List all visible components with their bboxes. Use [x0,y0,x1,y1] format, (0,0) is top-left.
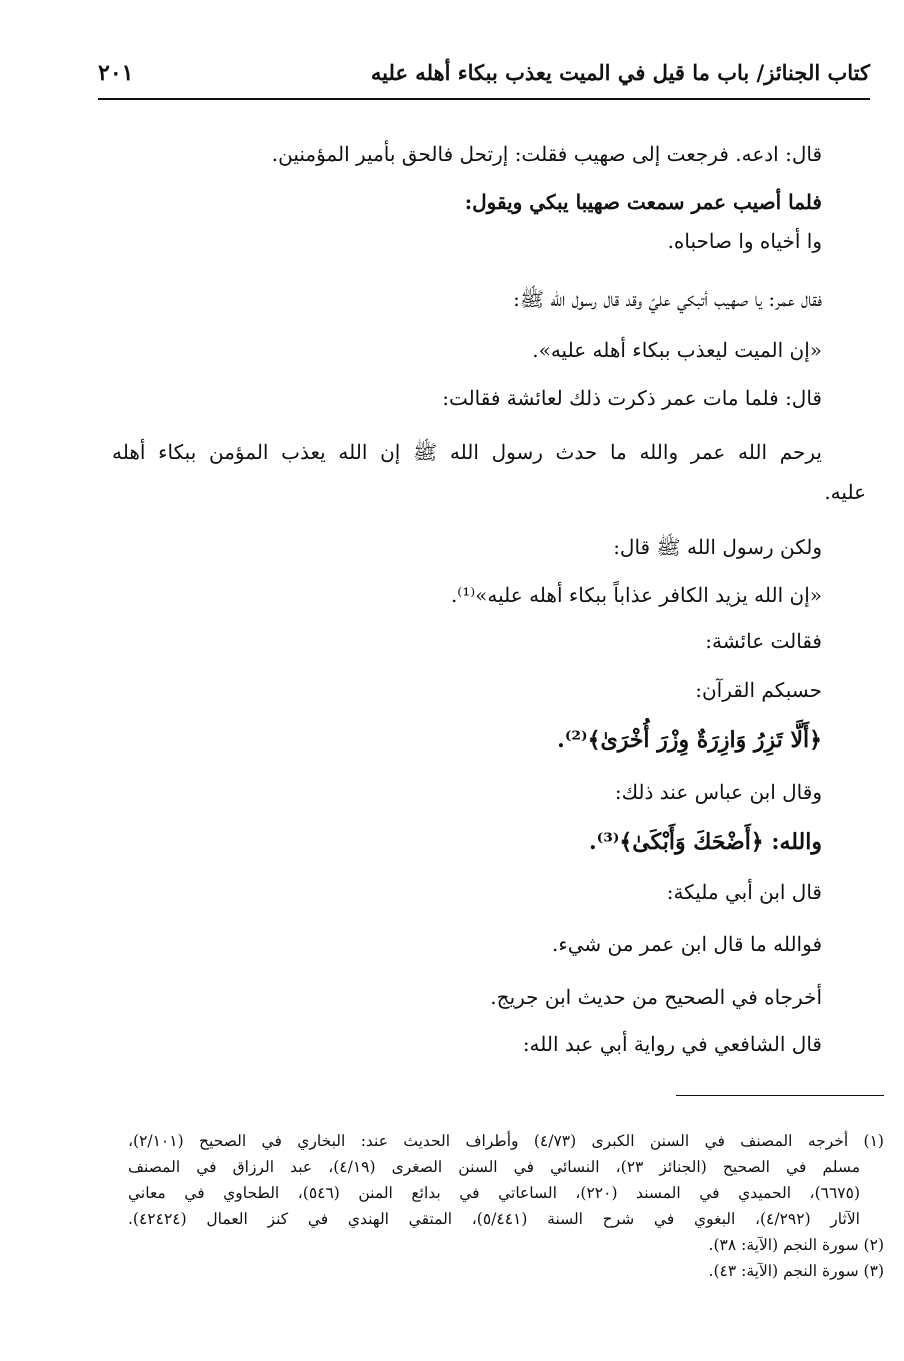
footnote-separator [676,1095,884,1096]
footnote-line: (٣) سورة النجم (الآية: ٤٣). [708,1262,884,1280]
text-line: قال ابن أبي مليكة: [666,880,822,904]
text-line: ولكن رسول الله ﷺ قال: [613,535,822,559]
text-line: قال: ادعه. فرجعت إلى صهيب فقلت: إرتحل فالحق بأمير المؤمنين. [271,142,822,166]
footnote-line: (٦٦٧٥)، الحميدي في المسند (٢٢٠)، الساعاتي في بدائع المنن (٥٤٦)، الطحاوي في معاني [128,1184,860,1202]
text-line: وا أخياه وا صاحباه. [667,229,822,253]
text-line: «إن الميت ليعذب ببكاء أهله عليه». [532,338,822,362]
footnote-line: (٢) سورة النجم (الآية: ٣٨). [708,1236,884,1254]
text-line: وقال ابن عباس عند ذلك: [614,780,822,804]
footnote-line: الآثار (٤/٢٩٢)، البغوي في شرح السنة (٥/٤٤١)، المتقي الهندي في كنز العمال (٤٢٤٢٤). [128,1210,860,1228]
text-line: فقالت عائشة: [705,629,822,653]
quran-verse-line: ﴿أَلَّا تَزِرُ وَازِرَةٌ وِزْرَ أُخْرَىٰ﴾⁽²⁾. [557,727,822,753]
quran-verse-line: والله: ﴿أَضْحَكَ وَأَبْكَىٰ﴾⁽³⁾. [588,829,822,855]
page-number: ٢٠١ [98,60,134,86]
text-line: فقال عمر: يا صهيب أتبكي عليّ وقد قال رسول الله ﷺ: [513,287,822,311]
text-line: فلما أصيب عمر سمعت صهيبا يبكي ويقول: [464,190,822,214]
text-line: يرحم الله عمر والله ما حدث رسول الله ﷺ إن الله يعذب المؤمن ببكاء أهله [112,440,822,464]
text-line: «إن الله يزيد الكافر عذاباً ببكاء أهله عليه»⁽¹⁾. [450,583,822,607]
text-line: عليه. [824,480,866,504]
footnote-line: مسلم في الصحيح (الجنائز ٢٣)، النسائي في السنن الصغرى (٤/١٩)، عبد الرزاق في المصنف [128,1158,861,1176]
text-line: أخرجاه في الصحيح من حديث ابن جريج. [490,985,822,1009]
header-title: كتاب الجنائز/ باب ما قيل في الميت يعذب ببكاء أهله عليه [370,60,870,85]
footnote-line: (١) أخرجه المصنف في السنن الكبرى (٤/٧٣) وأطراف الحديث عند: البخاري في الصحيح (٢/١٠١)، [128,1132,884,1150]
text-line: فوالله ما قال ابن عمر من شيء. [551,932,822,956]
text-line: قال: فلما مات عمر ذكرت ذلك لعائشة فقالت: [442,386,822,410]
text-line: قال الشافعي في رواية أبي عبد الله: [522,1032,822,1056]
text-line: حسبكم القرآن: [695,678,822,702]
